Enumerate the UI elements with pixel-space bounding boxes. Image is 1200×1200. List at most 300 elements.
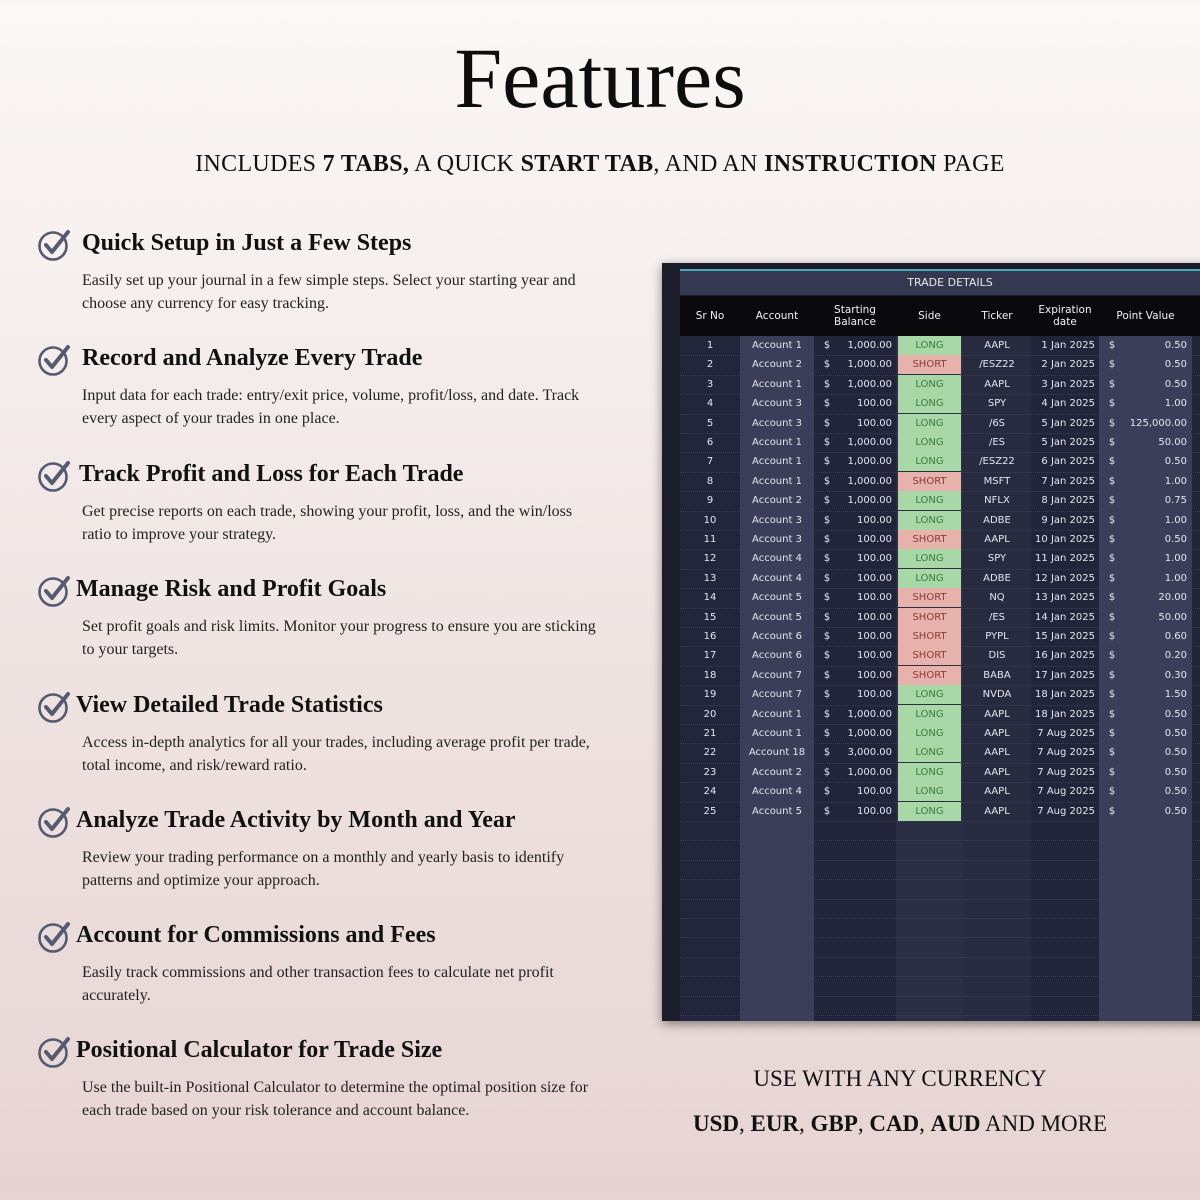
cell-expiration-date[interactable]: 7 Jan 2025 xyxy=(1041,475,1095,487)
cell-starting-balance[interactable]: 100.00 xyxy=(857,650,892,662)
cell-sr-no[interactable]: 19 xyxy=(703,689,717,701)
cell-expiration-date[interactable]: 17 Jan 2025 xyxy=(1035,669,1095,681)
cell-starting-balance[interactable]: 1,000.00 xyxy=(847,340,892,351)
cell-sr-no[interactable]: 11 xyxy=(703,534,717,545)
cell-ticker[interactable]: DIS xyxy=(988,650,1006,662)
cell-ticker[interactable]: MSFT xyxy=(983,475,1011,487)
table-row[interactable] xyxy=(680,840,1200,860)
cell-currency-symbol[interactable]: $ xyxy=(823,786,831,798)
cell-sr-no[interactable]: 3 xyxy=(706,378,714,390)
cell-currency-symbol[interactable]: $ xyxy=(823,534,831,545)
cell-side[interactable]: LONG xyxy=(898,452,961,471)
cell-sr-no[interactable]: 24 xyxy=(703,786,717,798)
cell-expiration-date[interactable]: 1 Jan 2025 xyxy=(1041,340,1095,351)
cell-side[interactable]: SHORT xyxy=(898,355,961,374)
table-row[interactable] xyxy=(680,627,1200,647)
cell-expiration-date[interactable]: 2 Jan 2025 xyxy=(1041,359,1095,371)
table-row[interactable] xyxy=(680,763,1200,783)
table-row[interactable] xyxy=(680,355,1200,375)
cell-starting-balance[interactable]: 100.00 xyxy=(857,572,892,584)
cell-starting-balance[interactable]: 1,000.00 xyxy=(847,475,892,487)
cell-account[interactable]: Account 1 xyxy=(752,728,802,739)
cell-expiration-date[interactable]: 10 Jan 2025 xyxy=(1035,534,1095,545)
table-row[interactable] xyxy=(680,724,1200,744)
cell-starting-balance[interactable]: 1,000.00 xyxy=(847,437,892,448)
cell-currency-symbol[interactable]: $ xyxy=(1108,786,1116,798)
cell-ticker[interactable]: AAPL xyxy=(984,786,1010,798)
cell-side[interactable]: LONG xyxy=(898,394,961,413)
cell-currency-symbol[interactable]: $ xyxy=(1108,805,1116,817)
subtitle-text: PAGE xyxy=(936,151,1005,177)
cell-currency-symbol[interactable]: $ xyxy=(1108,437,1116,448)
cell-ticker[interactable]: AAPL xyxy=(984,340,1010,351)
cell-sr-no[interactable]: 14 xyxy=(703,592,717,604)
cell-sr-no[interactable]: 13 xyxy=(703,572,717,584)
cell-currency-symbol[interactable]: $ xyxy=(1108,456,1116,468)
cell-sr-no[interactable]: 10 xyxy=(703,514,717,526)
cell-ticker[interactable]: SPY xyxy=(987,553,1007,565)
table-row[interactable] xyxy=(680,530,1200,550)
cell-account[interactable]: Account 3 xyxy=(752,534,802,545)
cell-currency-symbol[interactable]: $ xyxy=(1108,747,1116,759)
feature-title: Quick Setup in Just a Few Steps xyxy=(82,230,412,256)
cell-side[interactable]: SHORT xyxy=(898,627,961,646)
cell-account[interactable]: Account 5 xyxy=(752,805,802,817)
cell-expiration-date[interactable]: 12 Jan 2025 xyxy=(1035,572,1095,584)
cell-sr-no[interactable]: 25 xyxy=(703,805,717,817)
cell-currency-symbol[interactable]: $ xyxy=(823,611,831,623)
cell-starting-balance[interactable]: 100.00 xyxy=(857,534,892,545)
cell-starting-balance[interactable]: 100.00 xyxy=(857,611,892,623)
table-row[interactable] xyxy=(680,588,1200,608)
cell-starting-balance[interactable]: 1,000.00 xyxy=(847,378,892,390)
cell-account[interactable]: Account 1 xyxy=(752,475,802,487)
table-row[interactable] xyxy=(680,394,1200,414)
feature-title: Account for Commissions and Fees xyxy=(76,922,436,948)
cell-point-value[interactable]: 0.50 xyxy=(1164,378,1187,390)
cell-expiration-date[interactable]: 7 Aug 2025 xyxy=(1037,766,1095,778)
cell-side[interactable]: LONG xyxy=(898,375,961,394)
cell-expiration-date[interactable]: 11 Jan 2025 xyxy=(1035,553,1095,565)
cell-currency-symbol[interactable]: $ xyxy=(823,650,831,662)
column-header[interactable]: Starting Balance xyxy=(834,304,876,328)
cell-currency-symbol[interactable]: $ xyxy=(823,747,831,759)
table-row[interactable] xyxy=(680,608,1200,628)
cell-point-value[interactable]: 0.50 xyxy=(1164,747,1187,759)
cell-account[interactable]: Account 1 xyxy=(752,708,802,720)
feature-title: Track Profit and Loss for Each Trade xyxy=(79,461,464,487)
cell-ticker[interactable]: NFLX xyxy=(984,495,1010,507)
cell-sr-no[interactable]: 4 xyxy=(706,398,714,410)
cell-currency-symbol[interactable]: $ xyxy=(823,340,831,351)
table-row[interactable] xyxy=(680,452,1200,472)
cell-sr-no[interactable]: 17 xyxy=(703,650,717,662)
cell-sr-no[interactable]: 23 xyxy=(703,766,717,778)
cell-point-value[interactable]: 1.00 xyxy=(1164,553,1187,565)
cell-currency-symbol[interactable]: $ xyxy=(823,728,831,739)
cell-expiration-date[interactable]: 18 Jan 2025 xyxy=(1035,708,1095,720)
cell-currency-symbol[interactable]: $ xyxy=(823,514,831,526)
feature-title: Manage Risk and Profit Goals xyxy=(76,576,387,602)
cell-ticker[interactable]: AAPL xyxy=(984,747,1010,759)
feature-item xyxy=(38,690,598,802)
cell-currency-symbol[interactable]: $ xyxy=(1108,417,1116,429)
cell-ticker[interactable]: AAPL xyxy=(984,378,1010,390)
cell-expiration-date[interactable]: 14 Jan 2025 xyxy=(1035,611,1095,623)
cell-currency-symbol[interactable]: $ xyxy=(823,572,831,584)
cell-expiration-date[interactable]: 7 Aug 2025 xyxy=(1037,747,1095,759)
cell-currency-symbol[interactable]: $ xyxy=(1108,689,1116,701)
cell-starting-balance[interactable]: 1,000.00 xyxy=(847,359,892,371)
subtitle-text: INCLUDES xyxy=(195,151,323,177)
cell-point-value[interactable]: 1.00 xyxy=(1164,398,1187,410)
cell-ticker[interactable]: /ESZ22 xyxy=(979,456,1015,468)
cell-currency-symbol[interactable]: $ xyxy=(1108,728,1116,739)
table-row[interactable] xyxy=(680,918,1200,938)
column-header[interactable]: Sr No xyxy=(695,310,725,322)
cell-ticker[interactable]: PYPL xyxy=(985,631,1009,642)
table-row[interactable] xyxy=(680,375,1200,395)
cell-expiration-date[interactable]: 18 Jan 2025 xyxy=(1035,689,1095,701)
cell-side[interactable]: LONG xyxy=(898,511,961,530)
cell-starting-balance[interactable]: 100.00 xyxy=(857,514,892,526)
cell-account[interactable]: Account 4 xyxy=(752,572,802,584)
cell-sr-no[interactable]: 15 xyxy=(703,611,717,623)
cell-sr-no[interactable]: 22 xyxy=(703,747,717,759)
cell-starting-balance[interactable]: 100.00 xyxy=(857,669,892,681)
cell-starting-balance[interactable]: 1,000.00 xyxy=(847,456,892,468)
table-row[interactable] xyxy=(680,996,1200,1016)
cell-ticker[interactable]: /ES xyxy=(988,437,1006,448)
cell-currency-symbol[interactable]: $ xyxy=(823,398,831,410)
cell-currency-symbol[interactable]: $ xyxy=(823,437,831,448)
cell-sr-no[interactable]: 18 xyxy=(703,669,717,681)
table-row[interactable] xyxy=(680,957,1200,977)
cell-expiration-date[interactable]: 4 Jan 2025 xyxy=(1041,398,1095,410)
feature-description: Set profit goals and risk limits. Monitor your progress to ensure you are sticking to your targets. xyxy=(82,618,596,658)
cell-currency-symbol[interactable]: $ xyxy=(823,359,831,371)
cell-account[interactable]: Account 3 xyxy=(752,398,802,410)
currency-code: GBP xyxy=(810,1111,858,1136)
feature-item xyxy=(38,228,598,340)
table-row[interactable] xyxy=(680,433,1200,453)
cell-currency-symbol[interactable]: $ xyxy=(823,378,831,390)
table-row[interactable] xyxy=(680,976,1200,996)
cell-starting-balance[interactable]: 100.00 xyxy=(857,805,892,817)
cell-side[interactable]: SHORT xyxy=(898,608,961,627)
cell-point-value[interactable]: 0.30 xyxy=(1164,669,1187,681)
column-header[interactable]: Account xyxy=(755,310,799,322)
cell-point-value[interactable]: 0.50 xyxy=(1164,708,1187,720)
cell-starting-balance[interactable]: 100.00 xyxy=(857,631,892,642)
cell-point-value[interactable]: 0.50 xyxy=(1164,534,1187,545)
cell-currency-symbol[interactable]: $ xyxy=(1108,378,1116,390)
cell-point-value[interactable]: 0.50 xyxy=(1164,340,1187,351)
cell-point-value[interactable]: 1.00 xyxy=(1164,475,1187,487)
cell-starting-balance[interactable]: 100.00 xyxy=(857,417,892,429)
cell-account[interactable]: Account 2 xyxy=(752,766,802,778)
cell-starting-balance[interactable]: 1,000.00 xyxy=(847,708,892,720)
cell-point-value[interactable]: 1.00 xyxy=(1164,572,1187,584)
cell-currency-symbol[interactable]: $ xyxy=(1108,650,1116,662)
cell-currency-symbol[interactable]: $ xyxy=(823,456,831,468)
cell-account[interactable]: Account 1 xyxy=(752,437,802,448)
cell-currency-symbol[interactable]: $ xyxy=(823,689,831,701)
cell-starting-balance[interactable]: 3,000.00 xyxy=(847,747,892,759)
cell-sr-no[interactable]: 21 xyxy=(703,728,717,739)
cell-ticker[interactable]: BABA xyxy=(983,669,1011,681)
cell-side[interactable]: LONG xyxy=(898,743,961,762)
cell-expiration-date[interactable]: 7 Aug 2025 xyxy=(1037,805,1095,817)
cell-side[interactable]: LONG xyxy=(898,414,961,433)
cell-sr-no[interactable]: 1 xyxy=(706,340,714,351)
check-circle-icon xyxy=(38,1035,72,1069)
cell-ticker[interactable]: NVDA xyxy=(982,689,1012,701)
table-row[interactable] xyxy=(680,860,1200,880)
cell-side[interactable]: LONG xyxy=(898,491,961,510)
cell-sr-no[interactable]: 9 xyxy=(706,495,714,507)
feature-item xyxy=(38,1035,598,1147)
cell-point-value[interactable]: 0.60 xyxy=(1164,631,1187,642)
currency-code: CAD xyxy=(869,1111,920,1136)
cell-currency-symbol[interactable]: $ xyxy=(823,669,831,681)
table-row[interactable] xyxy=(680,879,1200,899)
cell-currency-symbol[interactable]: $ xyxy=(1108,534,1116,545)
table-row[interactable] xyxy=(680,802,1200,822)
table-row[interactable] xyxy=(680,511,1200,531)
cell-point-value[interactable]: 0.50 xyxy=(1164,728,1187,739)
cell-currency-symbol[interactable]: $ xyxy=(823,553,831,565)
cell-ticker[interactable]: NQ xyxy=(989,592,1005,604)
cell-ticker[interactable]: AAPL xyxy=(984,766,1010,778)
cell-point-value[interactable]: 1.50 xyxy=(1164,689,1187,701)
feature-item xyxy=(38,459,598,571)
cell-ticker[interactable]: SPY xyxy=(987,398,1007,410)
table-row[interactable] xyxy=(680,666,1200,686)
currency-code: EUR xyxy=(750,1111,800,1136)
cell-starting-balance[interactable]: 100.00 xyxy=(857,689,892,701)
cell-expiration-date[interactable]: 5 Jan 2025 xyxy=(1041,437,1095,448)
cell-point-value[interactable]: 50.00 xyxy=(1158,437,1187,448)
cell-account[interactable]: Account 1 xyxy=(752,378,802,390)
cell-account[interactable]: Account 3 xyxy=(752,514,802,526)
cell-currency-symbol[interactable]: $ xyxy=(1108,359,1116,371)
cell-currency-symbol[interactable]: $ xyxy=(1108,553,1116,565)
cell-sr-no[interactable]: 2 xyxy=(706,359,714,371)
cell-expiration-date[interactable]: 13 Jan 2025 xyxy=(1035,592,1095,604)
cell-expiration-date[interactable]: 8 Jan 2025 xyxy=(1041,495,1095,507)
table-row[interactable] xyxy=(680,549,1200,569)
cell-side[interactable]: SHORT xyxy=(898,588,961,607)
cell-account[interactable]: Account 2 xyxy=(752,495,802,507)
cell-side[interactable]: SHORT xyxy=(898,646,961,665)
cell-currency-symbol[interactable]: $ xyxy=(1108,398,1116,410)
cell-account[interactable]: Account 7 xyxy=(752,689,802,701)
cell-currency-symbol[interactable]: $ xyxy=(823,631,831,642)
cell-ticker[interactable]: AAPL xyxy=(984,805,1010,817)
cell-starting-balance[interactable]: 100.00 xyxy=(857,592,892,604)
cell-expiration-date[interactable]: 3 Jan 2025 xyxy=(1041,378,1095,390)
cell-ticker[interactable]: ADBE xyxy=(983,514,1011,526)
cell-account[interactable]: Account 6 xyxy=(752,631,802,642)
cell-currency-symbol[interactable]: $ xyxy=(823,475,831,487)
column-header[interactable]: Expiration date xyxy=(1038,304,1092,328)
cell-expiration-date[interactable]: 7 Aug 2025 xyxy=(1037,728,1095,739)
cell-side[interactable]: LONG xyxy=(898,549,961,568)
table-row[interactable] xyxy=(680,569,1200,589)
page-title: Features xyxy=(454,30,746,126)
cell-side[interactable]: LONG xyxy=(898,782,961,801)
cell-ticker[interactable]: /ES xyxy=(988,611,1006,623)
feature-description: Easily set up your journal in a few simple steps. Select your starting year and choose any currency for easy tracking. xyxy=(82,272,576,312)
cell-sr-no[interactable]: 7 xyxy=(706,456,714,468)
cell-side[interactable]: LONG xyxy=(898,763,961,782)
cell-expiration-date[interactable]: 5 Jan 2025 xyxy=(1041,417,1095,429)
cell-account[interactable]: Account 18 xyxy=(748,747,806,759)
cell-starting-balance[interactable]: 100.00 xyxy=(857,398,892,410)
cell-starting-balance[interactable]: 1,000.00 xyxy=(847,495,892,507)
cell-point-value[interactable]: 125,000.00 xyxy=(1129,417,1187,429)
currency-code: USD xyxy=(692,1111,739,1136)
cell-account[interactable]: Account 6 xyxy=(752,650,802,662)
cell-point-value[interactable]: 0.50 xyxy=(1164,766,1187,778)
cell-currency-symbol[interactable]: $ xyxy=(1108,475,1116,487)
cell-currency-symbol[interactable]: $ xyxy=(823,495,831,507)
cell-currency-symbol[interactable]: $ xyxy=(1108,631,1116,642)
cell-currency-symbol[interactable]: $ xyxy=(1108,611,1116,623)
table-row[interactable] xyxy=(680,899,1200,919)
table-row[interactable] xyxy=(680,782,1200,802)
cell-sr-no[interactable]: 8 xyxy=(706,475,714,487)
table-row[interactable] xyxy=(680,821,1200,841)
trade-details-sheet xyxy=(662,263,1200,1021)
feature-description: Access in-depth analytics for all your trades, including average profit per trade, total income, and risk/reward ratio. xyxy=(82,734,590,774)
cell-currency-symbol[interactable]: $ xyxy=(1108,592,1116,604)
cell-ticker[interactable]: /ESZ22 xyxy=(979,359,1015,371)
cell-point-value[interactable]: 0.50 xyxy=(1164,359,1187,371)
cell-starting-balance[interactable]: 100.00 xyxy=(857,553,892,565)
currency-tail: AND MORE xyxy=(980,1111,1108,1136)
table-row[interactable] xyxy=(680,685,1200,705)
cell-expiration-date[interactable]: 15 Jan 2025 xyxy=(1035,631,1095,642)
cell-currency-symbol[interactable]: $ xyxy=(1108,514,1116,526)
cell-starting-balance[interactable]: 100.00 xyxy=(857,786,892,798)
cell-expiration-date[interactable]: 7 Aug 2025 xyxy=(1037,786,1095,798)
cell-side[interactable]: LONG xyxy=(898,569,961,588)
cell-account[interactable]: Account 4 xyxy=(752,786,802,798)
table-row[interactable] xyxy=(680,414,1200,434)
cell-side[interactable]: LONG xyxy=(898,336,961,355)
cell-currency-symbol[interactable]: $ xyxy=(823,592,831,604)
cell-side[interactable]: LONG xyxy=(898,705,961,724)
sheet-header-row xyxy=(680,296,1200,336)
cell-ticker[interactable]: ADBE xyxy=(983,572,1011,584)
table-row[interactable] xyxy=(680,937,1200,957)
cell-account[interactable]: Account 2 xyxy=(752,359,802,371)
check-circle-icon xyxy=(38,343,72,377)
feature-description: Review your trading performance on a monthly and yearly basis to identify patterns and optimize your approach. xyxy=(82,849,565,889)
cell-side[interactable]: LONG xyxy=(898,724,961,743)
cell-side[interactable]: LONG xyxy=(898,685,961,704)
cell-sr-no[interactable]: 20 xyxy=(703,708,717,720)
cell-currency-symbol[interactable]: $ xyxy=(1108,708,1116,720)
cell-ticker[interactable]: AAPL xyxy=(984,534,1010,545)
table-row[interactable] xyxy=(680,472,1200,492)
column-header[interactable]: Ticker xyxy=(981,310,1013,322)
cell-point-value[interactable]: 0.20 xyxy=(1164,650,1187,662)
cell-ticker[interactable]: AAPL xyxy=(984,708,1010,720)
column-header[interactable]: Point Value xyxy=(1116,310,1175,322)
cell-expiration-date[interactable]: 6 Jan 2025 xyxy=(1041,456,1095,468)
cell-currency-symbol[interactable]: $ xyxy=(823,805,831,817)
column-header[interactable]: Side xyxy=(918,310,941,322)
cell-side[interactable]: LONG xyxy=(898,802,961,821)
cell-currency-symbol[interactable]: $ xyxy=(1108,669,1116,681)
cell-currency-symbol[interactable]: $ xyxy=(823,417,831,429)
currency-code: AUD xyxy=(930,1111,981,1136)
cell-account[interactable]: Account 5 xyxy=(752,592,802,604)
table-row[interactable] xyxy=(680,705,1200,725)
cell-currency-symbol[interactable]: $ xyxy=(1108,766,1116,778)
cell-point-value[interactable]: 20.00 xyxy=(1158,592,1187,604)
separator: , xyxy=(738,1111,751,1136)
table-row[interactable] xyxy=(680,646,1200,666)
table-row[interactable] xyxy=(680,743,1200,763)
cell-sr-no[interactable]: 16 xyxy=(703,631,717,642)
cell-point-value[interactable]: 0.75 xyxy=(1164,495,1187,507)
cell-point-value[interactable]: 0.50 xyxy=(1164,805,1187,817)
table-row[interactable] xyxy=(680,336,1200,356)
cell-account[interactable]: Account 5 xyxy=(752,611,802,623)
cell-ticker[interactable]: /6S xyxy=(988,417,1006,429)
check-circle-icon xyxy=(38,920,72,954)
cell-currency-symbol[interactable]: $ xyxy=(1108,340,1116,351)
feature-description: Input data for each trade: entry/exit price, volume, profit/loss, and date. Track every aspect of your trades in one place. xyxy=(82,387,580,427)
check-circle-icon xyxy=(38,459,72,493)
cell-side[interactable]: LONG xyxy=(898,433,961,452)
cell-sr-no[interactable]: 6 xyxy=(706,437,714,448)
cell-point-value[interactable]: 0.50 xyxy=(1164,456,1187,468)
cell-side[interactable]: SHORT xyxy=(898,472,961,491)
cell-point-value[interactable]: 0.50 xyxy=(1164,786,1187,798)
cell-side[interactable]: SHORT xyxy=(898,530,961,549)
cell-sr-no[interactable]: 12 xyxy=(703,553,717,565)
feature-item xyxy=(38,920,598,1032)
check-circle-icon xyxy=(38,690,72,724)
cell-starting-balance[interactable]: 1,000.00 xyxy=(847,766,892,778)
cell-account[interactable]: Account 7 xyxy=(752,669,802,681)
cell-account[interactable]: Account 3 xyxy=(752,417,802,429)
page-subtitle xyxy=(0,151,1200,178)
cell-currency-symbol[interactable]: $ xyxy=(823,766,831,778)
cell-starting-balance[interactable]: 1,000.00 xyxy=(847,728,892,739)
cell-expiration-date[interactable]: 9 Jan 2025 xyxy=(1041,514,1095,526)
cell-currency-symbol[interactable]: $ xyxy=(1108,572,1116,584)
cell-point-value[interactable]: 50.00 xyxy=(1158,611,1187,623)
cell-ticker[interactable]: AAPL xyxy=(984,728,1010,739)
table-row[interactable] xyxy=(680,491,1200,511)
cell-account[interactable]: Account 1 xyxy=(752,340,802,351)
cell-sr-no[interactable]: 5 xyxy=(706,417,714,429)
cell-expiration-date[interactable]: 16 Jan 2025 xyxy=(1035,650,1095,662)
cell-point-value[interactable]: 1.00 xyxy=(1164,514,1187,526)
cell-currency-symbol[interactable]: $ xyxy=(1108,495,1116,507)
cell-account[interactable]: Account 1 xyxy=(752,456,802,468)
cell-account[interactable]: Account 4 xyxy=(752,553,802,565)
feature-title: Analyze Trade Activity by Month and Year xyxy=(76,807,516,833)
cell-side[interactable]: SHORT xyxy=(898,666,961,685)
cell-currency-symbol[interactable]: $ xyxy=(823,708,831,720)
